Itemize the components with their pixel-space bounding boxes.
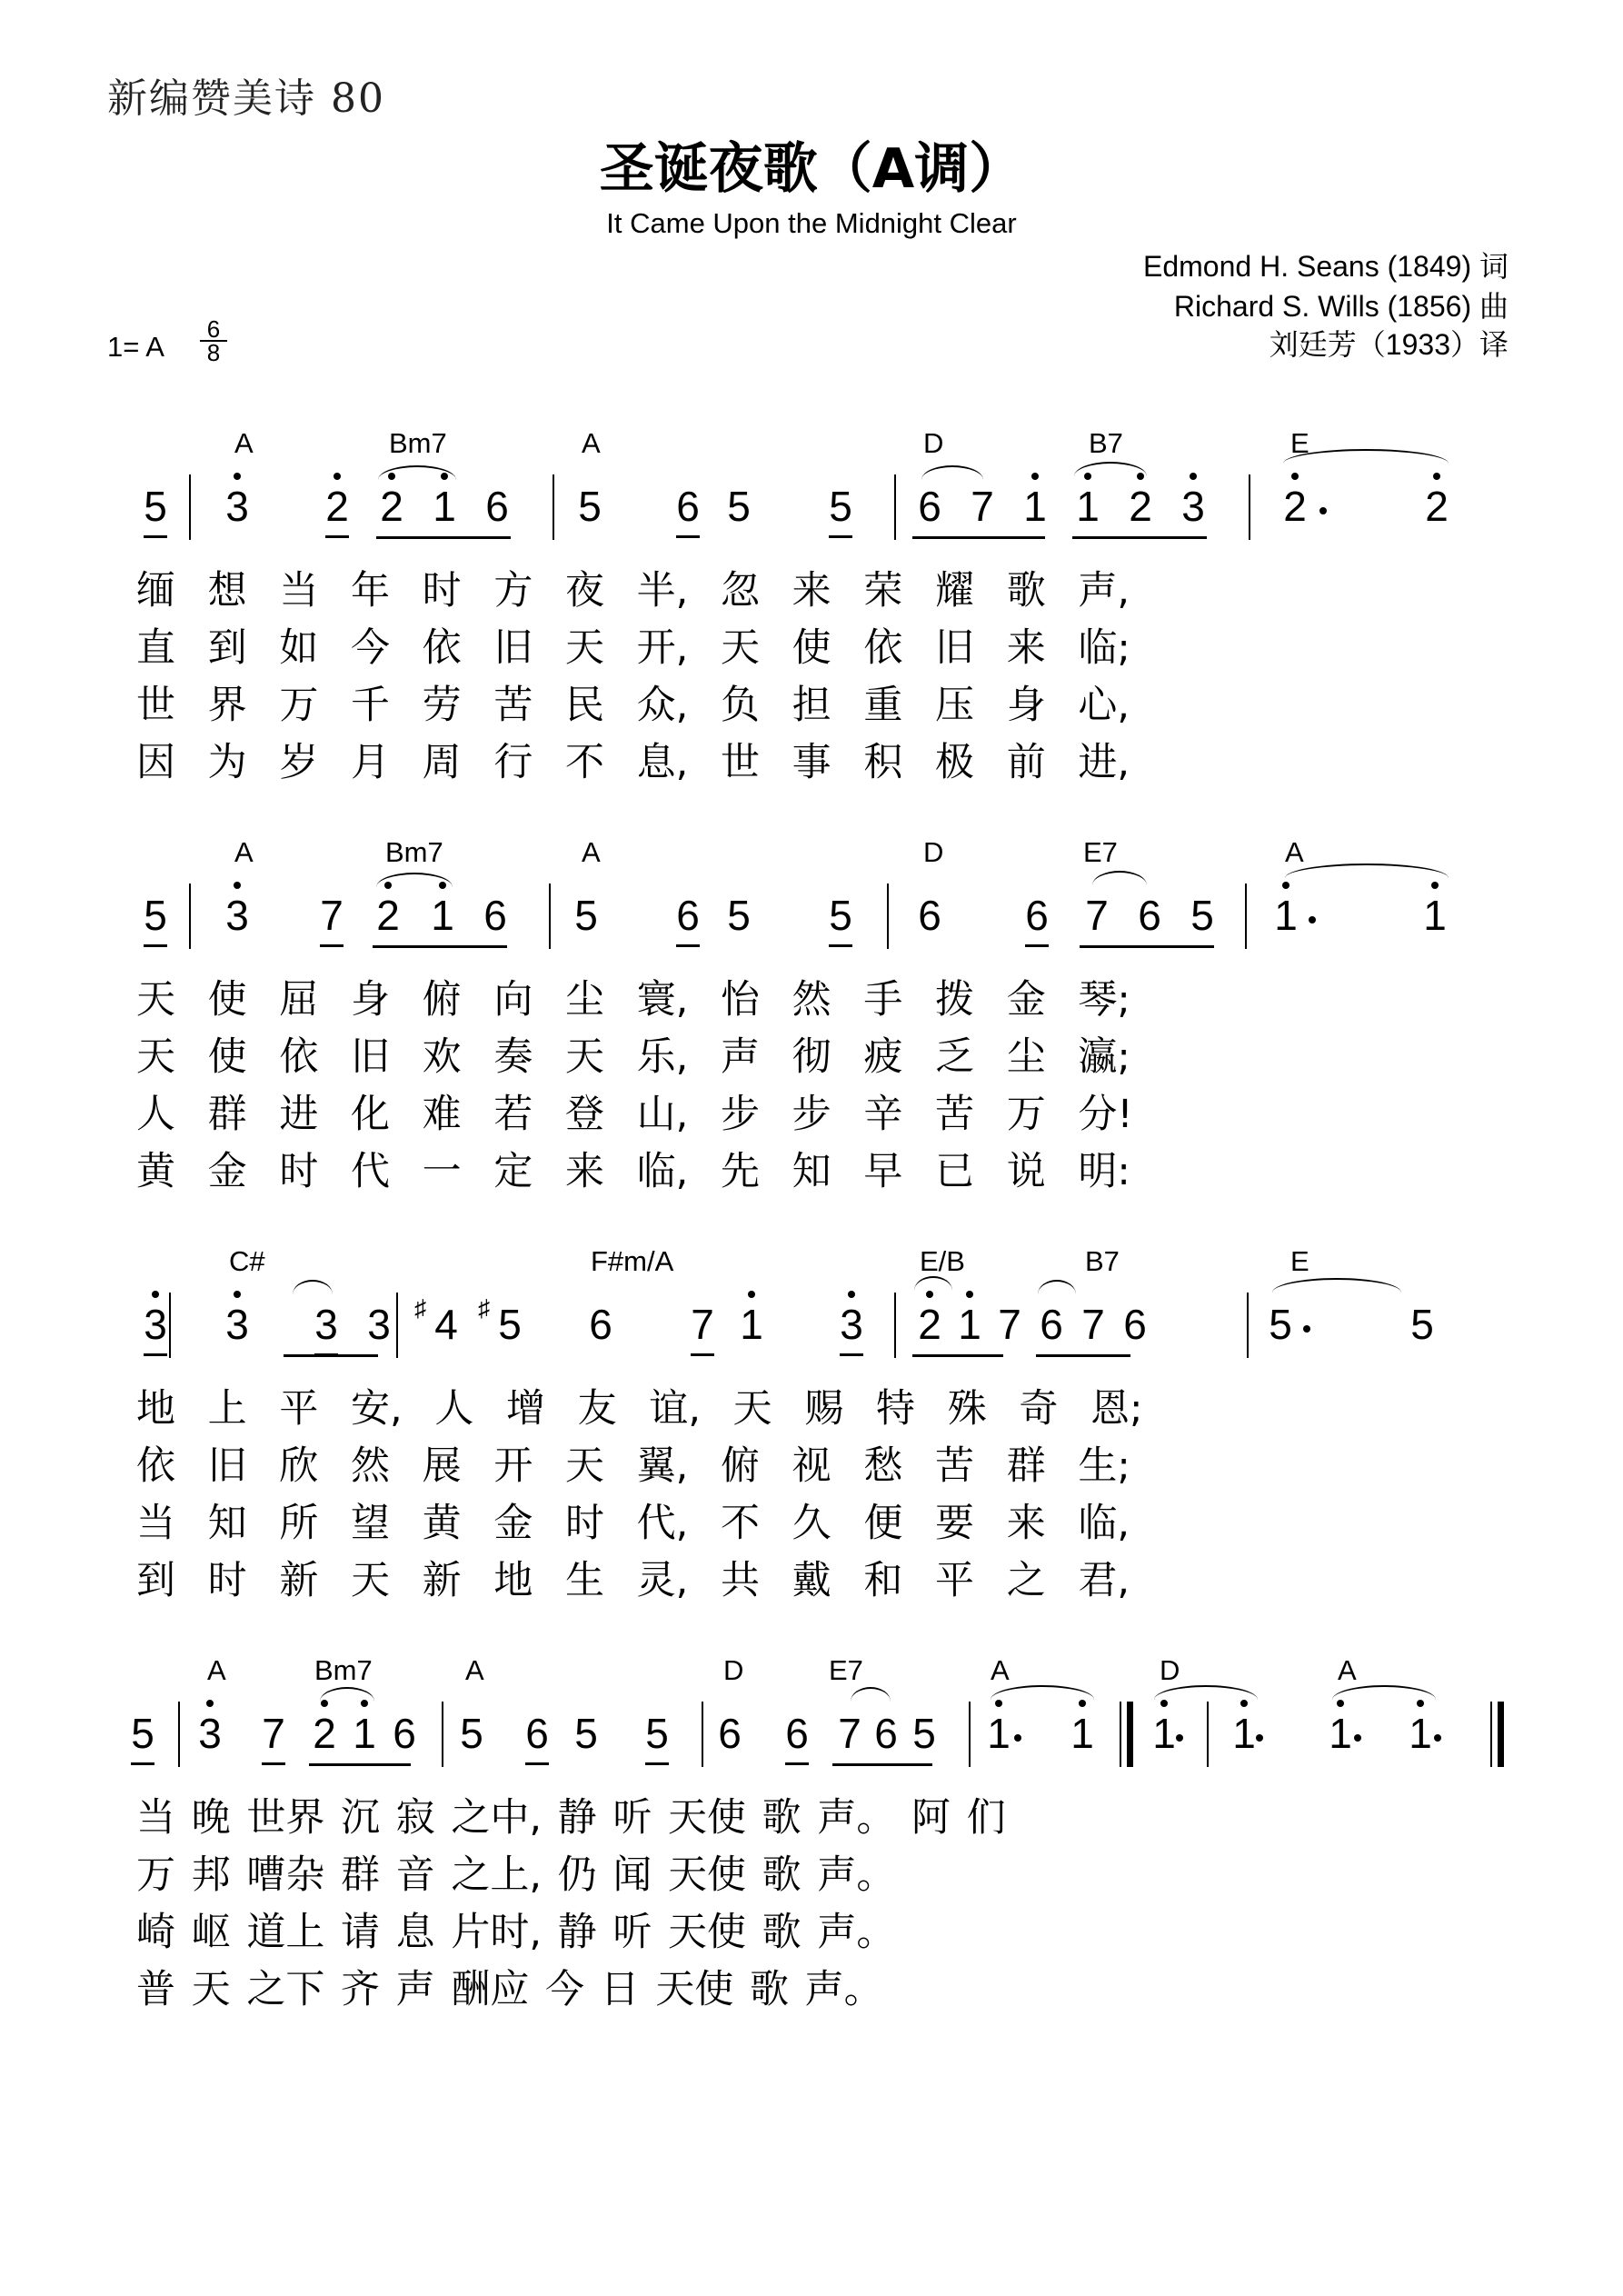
note: 5 [912,1710,936,1757]
chord-symbol: E [1290,427,1309,459]
slur-arc [1038,1280,1076,1294]
chord-symbol: E/B [920,1245,965,1277]
chord-symbol: A [234,427,254,459]
bar-line [553,474,554,540]
slur-arc [1285,863,1449,878]
slur-arc [320,1687,374,1702]
beam-underline [912,1354,1003,1357]
chord-symbol: E [1290,1245,1309,1277]
beam-underline [912,536,1045,539]
note: 6 [1021,891,1052,940]
note: 3 [194,1709,225,1758]
lyric-verse-3: 崎 岖 道上 请 息 片时, 静 听 天使 歌 声。 [136,1910,896,1955]
lyric-verse-4: 到 时 新 天 新 地 生 灵, 共 戴 和 平 之 君, [136,1558,1130,1603]
note: 7 [1085,892,1109,939]
note: 6 [483,892,507,939]
beam-underline [832,1763,932,1766]
bar-line [396,1293,398,1358]
note: 6 [672,482,703,531]
note: 6 [672,891,703,940]
note: 2 [376,482,407,531]
augmentation-dot [1434,1734,1441,1742]
note: 7 [998,1301,1021,1348]
slur-arc [1154,1685,1258,1700]
bar-line [1207,1702,1209,1767]
note: 5 [498,1301,522,1348]
note: 6 [393,1710,416,1757]
chord-symbol: A [1285,836,1304,868]
note: 3 [222,1300,253,1349]
augmentation-dot [1303,1325,1310,1333]
note: 5 [727,483,751,530]
slur-arc [851,1687,891,1702]
note: 1 [349,1709,380,1758]
note: 1 [954,1300,985,1349]
note: 5 [140,891,171,940]
note: 2 [322,482,353,531]
key-signature: 1= A [107,331,164,363]
augmentation-dot [1176,1734,1183,1742]
time-signature [200,315,227,366]
slur-arc [921,465,983,480]
note: 1 [1419,891,1450,940]
chord-symbol: D [1160,1654,1180,1686]
bar-line [442,1702,443,1767]
note: 6 [718,1710,742,1757]
note: 5 [140,482,171,531]
note: 5 [460,1710,483,1757]
augmentation-dot [1014,1734,1021,1742]
chord-symbol: B7 [1085,1245,1120,1277]
chord-symbol: D [923,836,944,868]
note: 6 [918,483,941,530]
note: 5 [825,482,856,531]
note: 1 [1072,482,1103,531]
time-denominator: 8 [206,339,221,366]
note: 5 [127,1709,158,1758]
sharp-accidental: ♯ [478,1294,490,1322]
note: 5 [825,891,856,940]
beam-underline [373,945,507,948]
bar-line [894,474,896,540]
bar-line [702,1702,703,1767]
beam-underline [1072,536,1207,539]
beam-underline [309,1763,411,1766]
time-numerator: 6 [200,318,227,342]
lyric-verse-1: 缅 想 当 年 时 方 夜 半, 忽 来 荣 耀 歌 声, [136,568,1130,614]
note: 2 [1421,482,1452,531]
note: 7 [258,1709,289,1758]
lyric-verse-1: 天 使 屈 身 俯 向 尘 寰, 怡 然 手 拨 金 琴; [136,977,1130,1023]
beam-underline [1036,1354,1130,1357]
note: 6 [589,1301,612,1348]
note: 6 [485,483,509,530]
lyric-verse-2: 天 使 依 旧 欢 奏 天 乐, 声 彻 疲 乏 尘 瀛; [136,1034,1130,1080]
lyric-verse-4: 黄 金 时 代 一 定 来 临, 先 知 早 已 说 明: [136,1149,1130,1194]
augmentation-dot [1319,507,1327,514]
note: 5 [574,892,598,939]
bar-line [189,883,191,949]
beam-underline [1080,945,1214,948]
lyric-verse-4: 因 为 岁 月 周 行 不 息, 世 事 积 极 前 进, [136,740,1130,785]
note: 1 [1229,1709,1260,1758]
lyric-verse-2: 依 旧 欣 然 展 开 天 翼, 俯 视 愁 苦 群 生; [136,1443,1130,1489]
note: 7 [971,483,994,530]
note: 2 [1125,482,1156,531]
note: 3 [367,1301,391,1348]
bar-line [1247,1293,1249,1358]
chord-symbol: E7 [829,1654,863,1686]
bar-line [169,1293,171,1358]
note: 5 [578,483,602,530]
note: 5 [574,1710,598,1757]
lyric-verse-4: 普 天 之下 齐 声 酬应 今 日 天使 歌 声。 [136,1967,883,2012]
chord-symbol: Bm7 [385,836,443,868]
note: 2 [1279,482,1310,531]
slur-arc [378,465,456,480]
note: 4 [434,1301,458,1348]
note: 6 [782,1709,812,1758]
note: 5 [1410,1301,1434,1348]
slur-arc [1272,1278,1401,1293]
chord-symbol: A [1338,1654,1357,1686]
bar-line [1490,1702,1492,1767]
slur-arc [914,1276,952,1291]
note: 6 [874,1710,898,1757]
translator-credit: 刘廷芳（1933）译 [1269,328,1508,361]
chord-symbol: D [723,1654,744,1686]
note: 1 [736,1300,767,1349]
sharp-accidental: ♯ [414,1294,426,1322]
note: 1 [427,891,458,940]
note: 1 [1325,1709,1356,1758]
slur-arc [293,1280,333,1294]
note: 1 [1149,1709,1180,1758]
note: 5 [727,892,751,939]
lyric-verse-3: 世 界 万 千 劳 苦 民 众, 负 担 重 压 身 心, [136,683,1130,728]
english-title: It Came Upon the Midnight Clear [606,207,1017,239]
note: 6 [1123,1301,1147,1348]
bar-line [894,1293,896,1358]
chord-symbol: B7 [1089,427,1123,459]
slur-arc [1092,871,1147,885]
note: 3 [836,1300,867,1349]
note: 5 [642,1709,672,1758]
note: 6 [522,1709,553,1758]
chord-symbol: E7 [1083,836,1118,868]
bar-line [549,883,551,949]
bar-line [887,883,889,949]
chord-symbol: A [582,427,601,459]
lyricist-credit: Edmond H. Seans (1849) 词 [1143,250,1508,283]
bar-line [189,474,191,540]
slur-arc [376,873,453,887]
composer-credit: Richard S. Wills (1856) 曲 [1173,290,1508,323]
note: 1 [1020,482,1050,531]
bar-line [1120,1702,1121,1767]
chord-symbol: F#m/A [591,1245,674,1277]
chord-symbol: A [465,1654,484,1686]
note: 1 [983,1709,1014,1758]
note: 7 [1081,1301,1105,1348]
lyric-verse-2: 直 到 如 今 依 旧 天 开, 天 使 依 旧 来 临; [136,625,1130,671]
final-bar-line [1498,1702,1504,1767]
note: 7 [687,1300,718,1349]
lyric-verse-2: 万 邦 嘈杂 群 音 之上, 仍 闻 天使 歌 声。 [136,1852,896,1898]
note: 3 [1178,482,1209,531]
chord-symbol: A [207,1654,226,1686]
page-title: 圣诞夜歌（A调） [599,137,1024,201]
note: 2 [914,1300,945,1349]
note: 1 [1405,1709,1436,1758]
note: 3 [311,1300,342,1349]
note: 2 [373,891,403,940]
chord-symbol: A [582,836,601,868]
note: 7 [838,1710,861,1757]
beam-underline [376,536,511,539]
lyric-verse-3: 当 知 所 望 黄 金 时 代, 不 久 便 要 来 临, [136,1501,1130,1546]
final-bar-line [1127,1702,1133,1767]
augmentation-dot [1256,1734,1263,1742]
lyric-verse-1: 当 晚 世界 沉 寂 之中, 静 听 天使 歌 声。 阿 们 [136,1795,1006,1841]
augmentation-dot [1309,916,1316,923]
slur-arc [1332,1685,1436,1700]
beam-underline [284,1354,378,1357]
note: 2 [309,1709,340,1758]
slur-arc [991,1685,1094,1700]
note: 3 [222,482,253,531]
bar-line [969,1702,971,1767]
note: 7 [316,891,347,940]
note: 6 [918,892,941,939]
chord-symbol: Bm7 [389,427,447,459]
chord-symbol: D [923,427,944,459]
hymnal-number: 新编赞美诗 80 [107,75,385,122]
lyric-verse-3: 人 群 进 化 难 若 登 山, 步 步 辛 苦 万 分! [136,1092,1133,1137]
augmentation-dot [1354,1734,1361,1742]
note: 1 [1270,891,1301,940]
chord-symbol: A [234,836,254,868]
note: 5 [1190,892,1214,939]
chord-symbol: A [991,1654,1010,1686]
slur-arc [1074,462,1147,476]
bar-line [1245,883,1247,949]
note: 1 [429,482,460,531]
note: 5 [1269,1301,1292,1348]
note: 6 [1040,1301,1063,1348]
note: 6 [1138,892,1161,939]
bar-line [1249,474,1250,540]
lyric-verse-1: 地 上 平 安, 人 增 友 谊, 天 赐 特 殊 奇 恩; [136,1386,1143,1432]
bar-line [178,1702,180,1767]
note: 3 [222,891,253,940]
chord-symbol: Bm7 [314,1654,373,1686]
note: 3 [140,1300,171,1349]
note: 1 [1067,1709,1098,1758]
chord-symbol: C# [229,1245,265,1277]
